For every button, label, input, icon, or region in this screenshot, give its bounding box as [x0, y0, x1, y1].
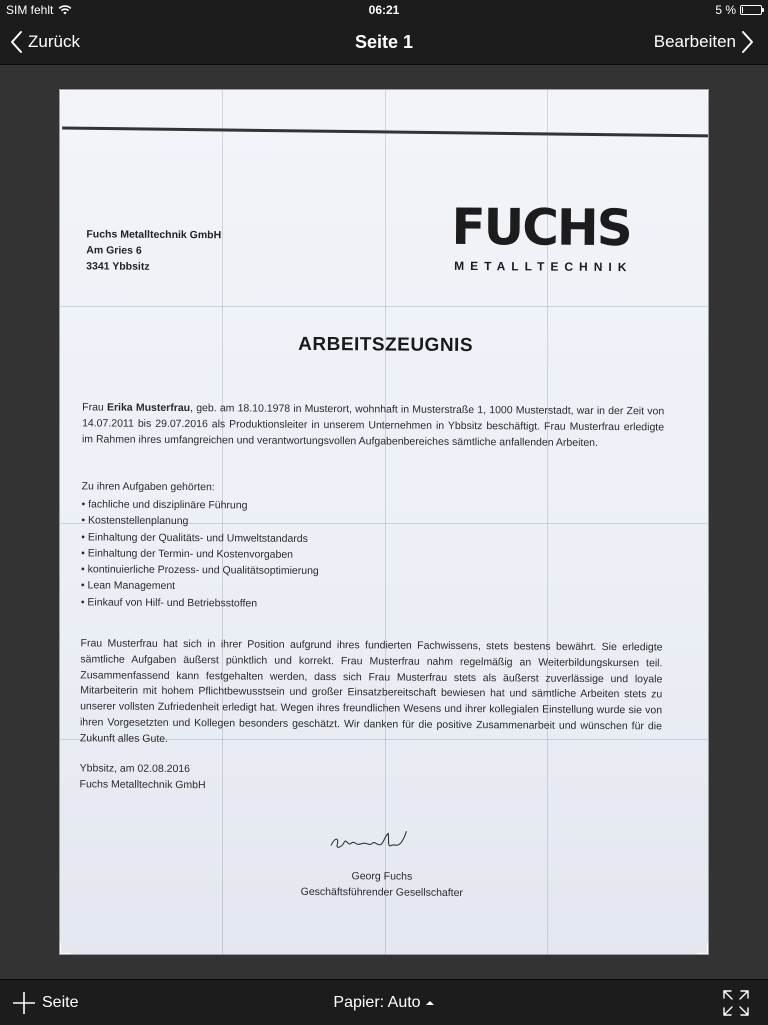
- intro-text: , geb. am 18.10.1978 in Musterort, wohnhaft in Musterstraße 1, 1000 Musterstadt, war in der Zeit von 14.07.2011 bis 29.07.2016 als Produktionsleiter in unserem Unternehmen in Ybbsitz beschäftigt. Frau Musterfrau erledigte im Rahmen ihres umfangreichen und verantwortungsvollen Aufgabenbereiches sämtliche anfallenden Arbeiten.: [81, 402, 665, 449]
- logo-wordmark: FUCHS: [451, 197, 631, 258]
- edit-label: Bearbeiten: [653, 32, 736, 51]
- list-item: • Kostenstellenplanung: [81, 513, 319, 531]
- list-item: • Lean Management: [81, 578, 319, 596]
- handwritten-signature: [327, 825, 417, 856]
- document-workspace: [0, 65, 768, 979]
- clock: 06:21: [368, 3, 400, 17]
- place-date: Ybbsitz, am 02.08.2016: [79, 762, 191, 776]
- sender-street: Am Gries 6: [86, 244, 142, 257]
- paper-selector-button[interactable]: [333, 994, 434, 1012]
- signatory-name: Georg Fuchs: [351, 870, 413, 883]
- logo-subtitle: METALLTECHNIK: [454, 258, 633, 275]
- chevron-left-icon: [10, 30, 24, 54]
- paper-label: Papier: Auto: [333, 993, 421, 1011]
- intro-prefix: Frau: [82, 401, 108, 414]
- task-list: [81, 496, 320, 612]
- page-title: Seite 1: [354, 32, 414, 52]
- battery-icon: [740, 5, 762, 15]
- caret-up-icon: [425, 999, 435, 1007]
- bottom-toolbar: [0, 979, 768, 1025]
- paper-selector-area: [0, 980, 768, 1025]
- edit-button[interactable]: [654, 20, 754, 64]
- back-label: Zurück: [28, 32, 80, 51]
- signatory-role: Geschäftsführender Gesellschafter: [300, 885, 463, 900]
- document-content: [59, 89, 709, 955]
- crop-handle-bottom-right[interactable]: [697, 943, 709, 955]
- crop-handle-top-right[interactable]: [697, 89, 709, 101]
- battery-status: [715, 3, 762, 17]
- scanned-page[interactable]: [59, 89, 709, 955]
- crop-handle-bottom-left[interactable]: [59, 943, 71, 955]
- battery-percent: 5 %: [715, 3, 736, 17]
- evaluation-paragraph: Frau Musterfrau hat sich in ihrer Position aufgrund ihres fundierten Fachwissens, stets bestens bewährt. Sie erledigte sämtliche Aufgaben äußerst pünktlich und korrekt. Frau Musterfrau nahm regelmäßig an Weiterbildungskursen teil. Zusammenfassend kann festgehalten werden, dass sich Frau Musterfrau stets als äußerst zuverlässige und loyale Mitarbeiterin mit hohem Pflichtbewusstsein und großer Einsatzbereitschaft bewiesen hat und sämtliche Arbeiten stets zu unserer vollsten Zufriedenheit erledigt hat. Wegen ihres freundlichen Wesens und ihrer kollegialen Einstellung wurde sie von ihren Vorgesetzten und Kollegen besonders geschätzt. Wir danken für die positive Zusammenarbeit und wünschen für die Zukunft alles Gute.: [79, 637, 663, 745]
- battery-level-fill: [742, 7, 743, 13]
- tasks-heading: Zu ihren Aufgaben gehörten:: [81, 480, 215, 494]
- expand-icon[interactable]: [722, 989, 750, 1017]
- employee-name: Erika Musterfrau: [106, 401, 191, 415]
- navigation-bar: [0, 20, 768, 65]
- list-item: • Einhaltung der Termin- und Kostenvorgaben: [81, 545, 319, 563]
- company-logo: [451, 199, 677, 285]
- list-item: • Einhaltung der Qualitäts- und Umweltstandards: [81, 529, 319, 547]
- closing-company: Fuchs Metalltechnik GmbH: [79, 778, 206, 792]
- sender-city: 3341 Ybbsitz: [86, 260, 150, 273]
- page-top-rule: [62, 126, 709, 137]
- list-item: • Einkauf von Hilf- und Betriebsstoffen: [81, 594, 319, 612]
- back-button[interactable]: [10, 20, 80, 64]
- crop-handle-top-left[interactable]: [59, 89, 71, 101]
- chevron-right-icon: [740, 30, 754, 54]
- add-page-label: Seite: [42, 993, 79, 1011]
- sender-company: Fuchs Metalltechnik GmbH: [86, 228, 222, 242]
- closing-block: [80, 760, 206, 793]
- status-bar: [0, 0, 768, 20]
- sender-address: [86, 226, 221, 275]
- intro-paragraph: [82, 400, 664, 451]
- carrier-label: SIM fehlt: [6, 3, 54, 17]
- list-item: • fachliche und disziplinäre Führung: [81, 496, 319, 514]
- document-title: ARBEITSZEUGNIS: [298, 333, 474, 357]
- signatory-block: [59, 866, 707, 903]
- list-item: • kontinuierliche Prozess- und Qualitätsoptimierung: [81, 562, 319, 580]
